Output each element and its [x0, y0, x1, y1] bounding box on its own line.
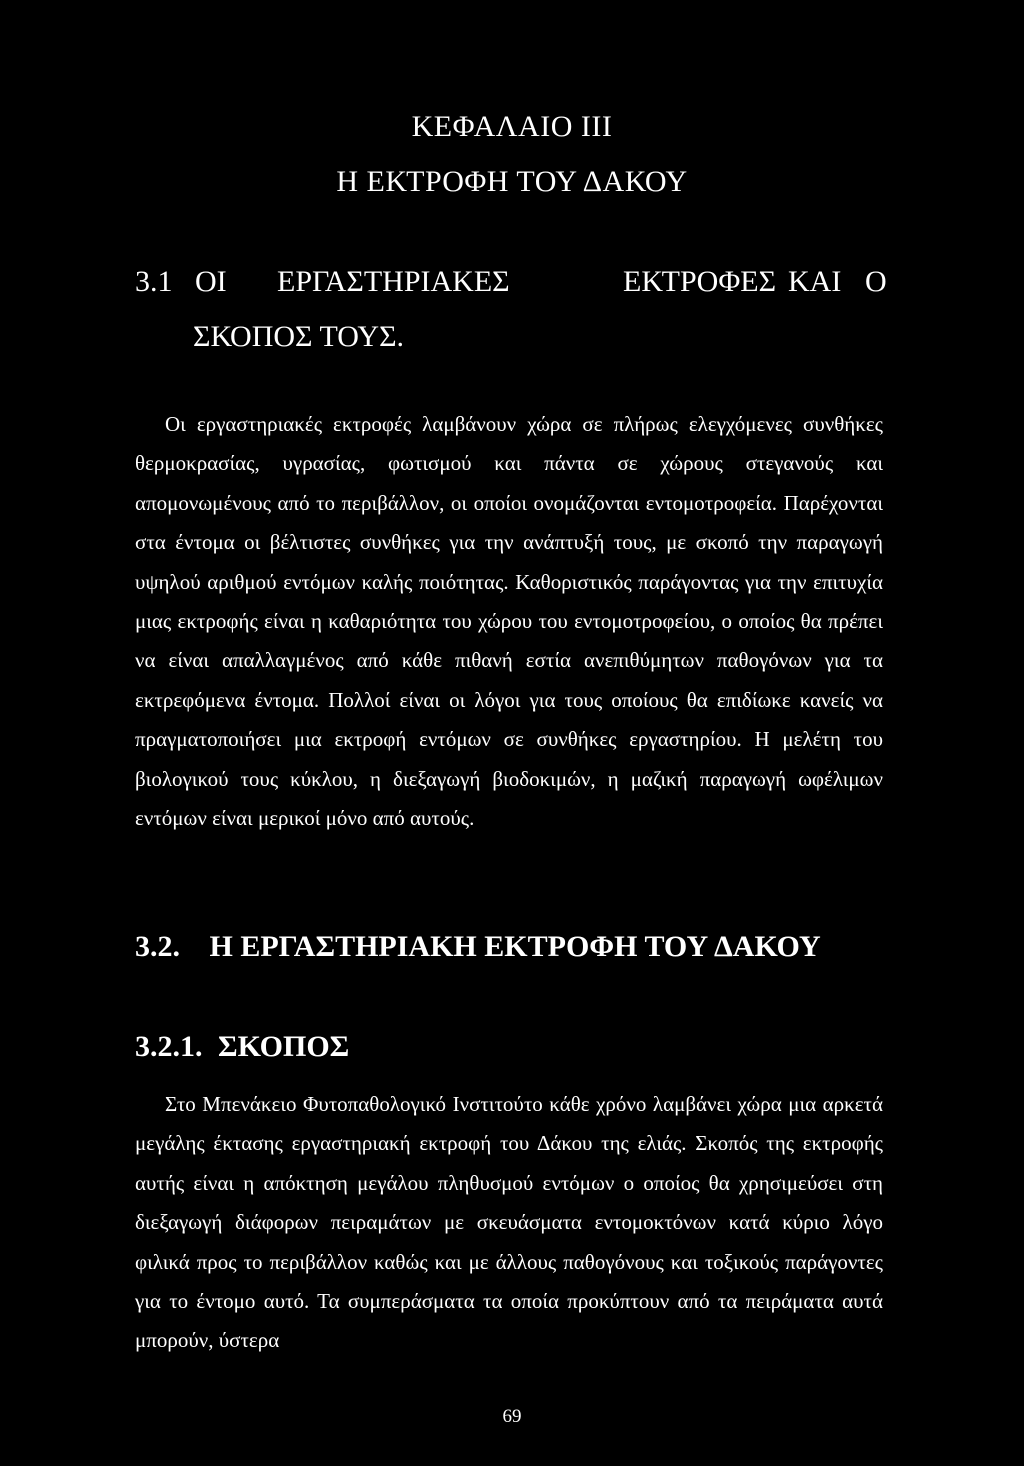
section-title-line2: ΣΚΟΠΟΣ ΤΟΥΣ.	[193, 320, 405, 353]
section-heading-3-1	[135, 265, 887, 355]
subsection-number: 3.2.1.	[135, 1030, 203, 1063]
page-number: 69	[502, 1406, 522, 1427]
chapter-subtitle: Η ΕΚΤΡΟΦΗ ΤΟΥ ΔΑΚΟΥ	[336, 165, 688, 198]
chapter-title: ΚΕΦΑΛΑΙΟ III	[411, 110, 613, 143]
subsection-title: ΣΚΟΠΟΣ	[218, 1030, 350, 1063]
section-title-word: Ο	[865, 265, 887, 298]
section-title-word: ΟΙ	[195, 265, 227, 298]
subsection-heading	[135, 1030, 349, 1064]
section-heading-3-2	[135, 930, 883, 964]
section-title: Η ΕΡΓΑΣΤΗΡΙΑΚΗ ΕΚΤΡΟΦΗ ΤΟΥ ΔΑΚΟΥ	[209, 930, 821, 963]
section-number: 3.2.	[135, 930, 180, 963]
body-paragraph: Οι εργαστηριακές εκτροφές λαμβάνουν χώρα σε πλήρως ελεγχόμενες συνθήκες θερμοκρασίας, υγρασίας, φωτισμού και πάντα σε χώρους στεγανούς και απομονωμένους από το περιβάλλον, οι οποίοι ονομάζονται εντομοτροφεία. Παρέχονται στα έντομα οι βέλτιστες συνθήκες για την ανάπτυξή τους, με σκοπό την παραγωγή υψηλού αριθμού εντόμων καλής ποιότητας. Καθοριστικός παράγοντας για την επιτυχία μιας εκτροφής είναι η καθαριότητα του χώρου του εντομοτροφείου, ο οποίος θα πρέπει να είναι απαλλαγμένος από κάθε πιθανή εστία ανεπιθύμητων παθογόνων για τα εκτρεφόμενα έντομα. Πολλοί είναι οι λόγοι για τους οποίους θα επιδίωκε κανείς να πραγματοποιήσει μια εκτροφή εντόμων σε συνθήκες εργαστηρίου. Η μελέτη του βιολογικού τους κύκλου, η διεξαγωγή βιοδοκιμών, η μαζική παραγωγή ωφέλιμων εντόμων είναι μερικοί μόνο από αυτούς.	[135, 412, 883, 831]
section-title-word: ΕΚΤΡΟΦΕΣ	[623, 265, 777, 298]
section-title-word: ΚΑΙ	[788, 265, 842, 298]
section-number: 3.1	[135, 265, 173, 298]
body-paragraph: Στο Μπενάκειο Φυτοπαθολογικό Ινστιτούτο κάθε χρόνο λαμβάνει χώρα μια αρκετά μεγάλης έκτασης εργαστηριακή εκτροφή του Δάκου της ελιάς. Σκοπός της εκτροφής αυτής είναι η απόκτηση μεγάλου πληθυσμού εντόμων ο οποίος θα χρησιμεύσει στη διεξαγωγή διάφορων πειραμάτων με σκευάσματα εντομοκτόνων κατά κύριο λόγο φιλικά προς το περιβάλλον καθώς και με άλλους παθογόνους και τοξικούς παράγοντες για το έντομο αυτό. Τα συμπεράσματα τα οποία προκύπτουν από τα πειράματα αυτά μπορούν, ύστερα	[135, 1092, 883, 1353]
section-title-word: ΕΡΓΑΣΤΗΡΙΑΚΕΣ	[277, 265, 510, 298]
